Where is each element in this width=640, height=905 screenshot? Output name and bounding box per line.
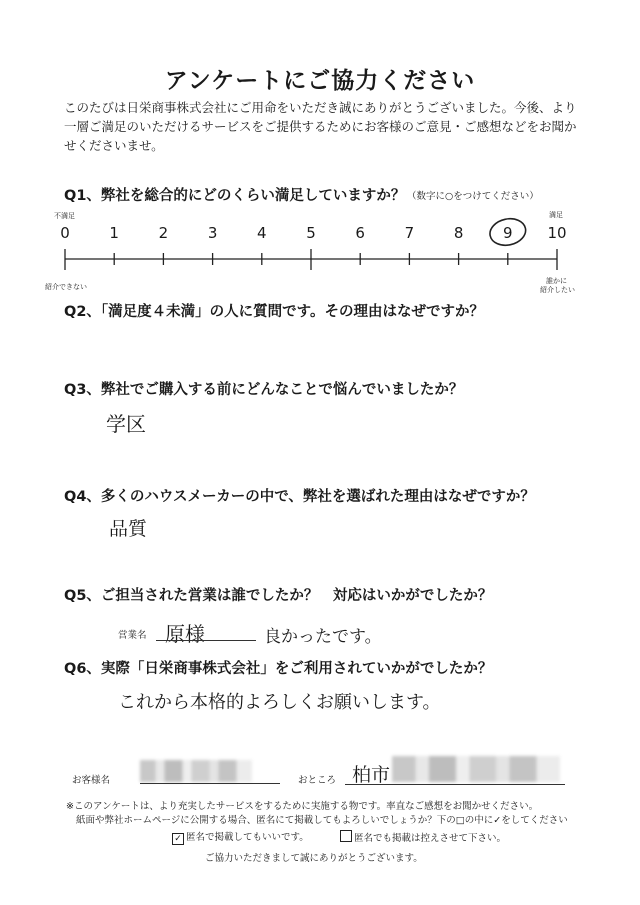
q4-question: Q4、多くのハウスメーカーの中で、弊社を選ばれた理由はなぜですか？ <box>64 489 535 505</box>
address-label: おところ <box>298 775 337 786</box>
scale-number-7[interactable]: 7 <box>404 224 415 242</box>
sales-name-value: 原様 <box>165 622 205 646</box>
scale-number-4[interactable]: 4 <box>257 224 267 242</box>
footer-note-line1: ※このアンケートは、より充実したサービスをするために実施する物です。率直なご感想をお聞かせください。 <box>66 801 539 812</box>
anonymous-decline-label: 匿名でも掲載は控えさせて下さい。 <box>354 833 507 844</box>
scale-right-bottom-label-2: 紹介したい <box>540 286 575 294</box>
scale-number-2[interactable]: 2 <box>158 224 169 242</box>
anonymous-ok-label: 匿名で掲載してもいいです。 <box>186 832 309 843</box>
footer-thanks: ご協力いただきまして誠にありがとうございます。 <box>205 853 423 864</box>
q5-answer: 良かったです。 <box>264 627 382 647</box>
scale-number-0[interactable]: 0 <box>60 224 70 242</box>
anonymous-ok-option[interactable] <box>172 830 309 845</box>
customer-name-label: お客様名 <box>72 775 111 786</box>
q5-question: Q5、ご担当された営業は誰でしたか？ 対応はいかがでしたか？ <box>64 588 493 604</box>
anonymous-decline-checkbox[interactable] <box>340 830 352 842</box>
scale-number-9[interactable]: 9 <box>503 224 513 242</box>
scale-number-3[interactable]: 3 <box>207 224 218 242</box>
anonymous-decline-option[interactable] <box>340 830 506 846</box>
scale-right-top-label: 満足 <box>549 211 563 219</box>
scale-left-top-label: 不満足 <box>54 212 75 220</box>
scale-number-6[interactable]: 6 <box>355 224 365 242</box>
address-value: 柏市 <box>352 764 391 786</box>
selected-score-circle <box>487 216 528 249</box>
scale-left-bottom-label: 紹介できない <box>45 283 87 291</box>
q3-answer: 学区 <box>106 412 146 436</box>
scale-number-10[interactable]: 10 <box>547 224 567 242</box>
q6-answer: これから本格的よろしくお願いします。 <box>118 692 441 713</box>
q4-answer: 品質 <box>109 518 148 540</box>
address-underline <box>345 784 565 785</box>
sales-name-label: 営業名 <box>118 630 147 641</box>
scale-number-8[interactable]: 8 <box>453 224 464 242</box>
address-redacted <box>392 756 560 782</box>
footer-note-line2: 紙面や弊社ホームページに公開する場合、匿名にて掲載してもよろしいでしょうか？下の□の中に✓をしてください <box>76 815 568 826</box>
q1-hint: （数字に○をつけてください） <box>407 191 539 202</box>
q2-question: Q2、「満足度４未満」の人に質問です。その理由はなぜですか？ <box>64 304 485 320</box>
anonymous-ok-checkbox[interactable]: ✓ <box>172 833 184 845</box>
q3-question: Q3、弊社でご購入する前にどんなことで悩んでいましたか？ <box>64 382 464 398</box>
q1-question: Q1、弊社を総合的にどのくらい満足していますか？ <box>64 188 406 204</box>
q6-question: Q6、実際「日栄商事株式会社」をご利用されていかがでしたか？ <box>64 661 493 677</box>
page-title: アンケートにご協力ください <box>164 68 476 94</box>
scale-number-1[interactable]: 1 <box>109 224 119 242</box>
scale-right-bottom-label-1: 誰かに <box>546 277 567 285</box>
scale-number-5[interactable]: 5 <box>306 224 316 242</box>
intro-text: このたびは日栄商事株式会社にご用命をいただき誠にありがとうございました。今後、より一層ご満足のいただけるサービスをご提供するためにお客様のご意見・ご感想などをお聞かせくださいませ。 <box>64 100 577 153</box>
sales-name-underline <box>156 640 256 641</box>
customer-name-underline <box>140 783 280 784</box>
customer-name-redacted <box>140 760 252 782</box>
